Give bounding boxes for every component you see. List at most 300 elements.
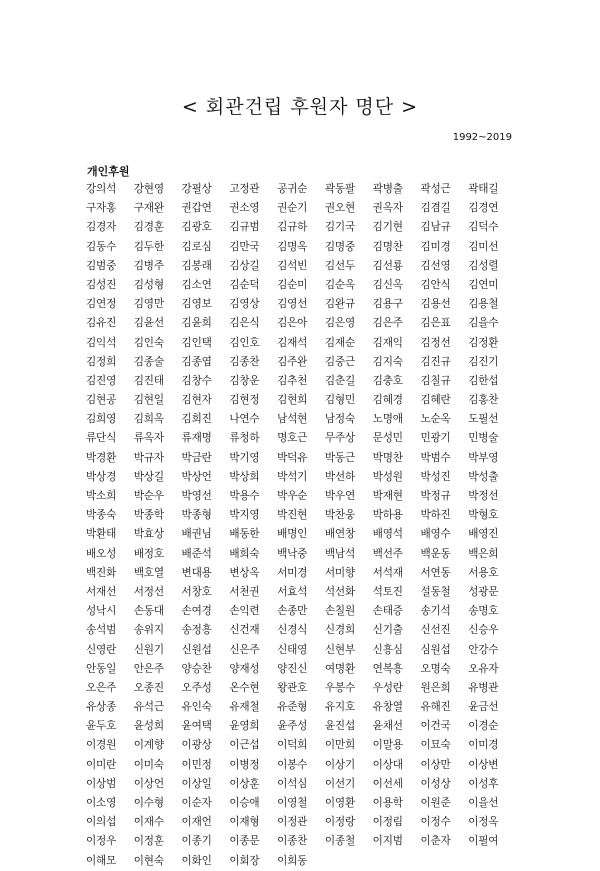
donor-name: 곽병출 — [372, 183, 403, 195]
donor-name: 이성후 — [468, 777, 499, 790]
donor-name: 이묘숙 — [420, 739, 451, 752]
donor-name: 김종엽 — [181, 355, 212, 368]
donor-name: 이성상 — [420, 777, 451, 790]
donor-name: 배영수 — [420, 528, 451, 541]
donor-name: 오종진 — [133, 681, 164, 694]
donor-name: 연복흥 — [372, 662, 403, 675]
donor-name: 이현숙 — [133, 854, 164, 867]
donor-name: 이을선 — [468, 797, 499, 809]
donor-name: 강필상 — [181, 183, 212, 195]
donor-name: 손여경 — [181, 605, 212, 618]
donor-name: 김안식 — [420, 278, 451, 291]
donor-name: 성낙시 — [86, 605, 117, 618]
donor-name: 이석심 — [277, 777, 308, 790]
donor-name: 우봉수 — [324, 681, 355, 694]
donor-name: 이순자 — [181, 797, 212, 809]
donor-name: 박재현 — [372, 490, 403, 502]
donor-name: 김정선 — [420, 336, 451, 349]
donor-name: 김경훈 — [133, 221, 164, 234]
donor-name: 배동한 — [229, 528, 260, 541]
donor-name: 박우연 — [324, 490, 355, 502]
donor-name: 김종찬 — [229, 355, 260, 368]
donor-name: 박성원 — [372, 470, 403, 483]
donor-name: 곽태길 — [468, 183, 499, 195]
donor-name: 안은주 — [133, 662, 164, 675]
donor-name: 원은희 — [420, 681, 451, 694]
donor-name: 손태증 — [372, 605, 403, 618]
donor-name: 김은아 — [277, 317, 308, 330]
donor-name: 오명숙 — [420, 662, 451, 675]
donor-name: 김희진 — [181, 413, 212, 426]
donor-name: 이경순 — [468, 720, 499, 733]
donor-name: 김두한 — [133, 240, 164, 253]
donor-name: 양승찬 — [181, 662, 212, 675]
donor-name: 김영보 — [181, 298, 212, 311]
donor-name: 신원기 — [133, 643, 164, 656]
donor-name: 이해모 — [86, 854, 117, 867]
donor-name: 이말용 — [372, 739, 403, 752]
donor-name: 윤금선 — [468, 701, 499, 714]
donor-name: 이덕희 — [277, 739, 308, 752]
donor-name: 이상기 — [324, 758, 355, 771]
donor-name: 김성렬 — [468, 259, 499, 272]
donor-name: 성광문 — [468, 585, 499, 598]
donor-name: 김병주 — [133, 259, 164, 272]
donor-name: 온수현 — [229, 681, 260, 694]
donor-name: 김범중 — [86, 259, 117, 272]
donor-name: 이의섭 — [86, 816, 117, 829]
donor-name: 이정수 — [420, 816, 451, 829]
donor-name: 민병술 — [468, 432, 499, 445]
donor-name: 신건재 — [229, 624, 260, 637]
donor-name: 박성진 — [420, 470, 451, 483]
donor-name: 김지숙 — [372, 355, 403, 368]
donor-name: 김중근 — [324, 355, 355, 368]
donor-name: 서천권 — [229, 585, 260, 598]
donor-name: 서연동 — [420, 566, 451, 579]
donor-name: 김만국 — [229, 240, 260, 253]
donor-name: 김선영 — [420, 259, 451, 272]
donor-name: 고정관 — [229, 183, 260, 195]
donor-name: 여명환 — [324, 662, 355, 675]
donor-name: 김정환 — [468, 336, 499, 349]
donor-name: 박상길 — [133, 470, 164, 483]
donor-name: 박상언 — [181, 470, 212, 483]
donor-name: 박종학 — [133, 509, 164, 522]
donor-name: 이봉수 — [277, 758, 308, 771]
donor-name: 이소영 — [86, 797, 117, 809]
donor-name: 박효상 — [133, 528, 164, 541]
donor-name: 유해진 — [420, 701, 451, 714]
donor-name: 김현희 — [277, 394, 308, 407]
donor-name: 손동대 — [133, 605, 164, 618]
donor-name: 윤영희 — [229, 720, 260, 733]
donor-name: 변상옥 — [229, 566, 260, 579]
donor-name: 김미경 — [420, 240, 451, 253]
donor-name: 김봉래 — [181, 259, 212, 272]
donor-name: 이병정 — [229, 758, 260, 771]
donor-name: 이정훈 — [133, 835, 164, 848]
donor-name: 윤주성 — [277, 720, 308, 733]
donor-name: 배연창 — [324, 528, 355, 541]
donor-name: 김동수 — [86, 240, 117, 253]
donor-name: 김규하 — [277, 221, 308, 234]
donor-name: 신현부 — [324, 643, 355, 656]
donor-name: 윤여택 — [181, 720, 212, 733]
donor-name: 배정호 — [133, 547, 164, 560]
donor-name: 김순옥 — [324, 278, 355, 291]
donor-name: 이영환 — [324, 797, 355, 809]
donor-name: 김선두 — [324, 259, 355, 272]
donor-name: 박부영 — [468, 451, 499, 464]
donor-name: 이화인 — [181, 854, 212, 867]
donor-name: 이용학 — [372, 797, 403, 809]
donor-name: 김광호 — [181, 221, 212, 234]
donor-name: 김현정 — [229, 394, 260, 407]
donor-name: 변대용 — [181, 566, 212, 579]
donor-name: 배오성 — [86, 547, 117, 560]
donor-name: 김영선 — [277, 298, 308, 311]
donor-name: 김진태 — [133, 374, 164, 387]
donor-name: 김형민 — [324, 394, 355, 407]
donor-name: 왕관호 — [277, 681, 308, 694]
donor-name: 김남규 — [420, 221, 451, 234]
donor-name: 권소영 — [229, 202, 260, 215]
donor-name: 이재수 — [133, 816, 164, 829]
donor-name: 김윤희 — [181, 317, 212, 330]
donor-name: 백낙중 — [277, 547, 308, 560]
donor-name: 곽동팔 — [324, 183, 355, 195]
donor-name: 류옥자 — [133, 432, 164, 445]
donor-name: 이수형 — [133, 797, 164, 809]
donor-name: 박동근 — [324, 451, 355, 464]
donor-name: 윤채선 — [372, 720, 403, 733]
donor-name: 이영철 — [277, 797, 308, 809]
donor-name: 배권님 — [181, 528, 212, 541]
donor-name: 박하용 — [372, 509, 403, 522]
donor-name: 유상종 — [86, 701, 117, 714]
donor-name: 이경원 — [86, 739, 117, 752]
donor-name: 이재언 — [181, 816, 212, 829]
donor-name: 김창운 — [229, 374, 260, 387]
donor-name: 박금란 — [181, 451, 212, 464]
donor-name: 나연수 — [229, 413, 260, 426]
donor-name: 박하진 — [420, 509, 451, 522]
donor-name: 김영만 — [133, 298, 164, 311]
donor-name: 서효석 — [277, 585, 308, 598]
donor-name: 김현자 — [181, 394, 212, 407]
donor-name: 백남석 — [324, 547, 355, 560]
donor-name: 김선룡 — [372, 259, 403, 272]
donor-name: 윤성희 — [133, 720, 164, 733]
donor-name: 신경희 — [324, 624, 355, 637]
donor-name: 김로심 — [181, 240, 212, 253]
donor-name: 박우순 — [277, 490, 308, 502]
donor-name: 서창호 — [181, 585, 212, 598]
donor-name: 이광상 — [181, 739, 212, 752]
donor-name: 김현공 — [86, 394, 117, 407]
donor-name: 송명호 — [468, 605, 499, 618]
donor-name: 곽성근 — [420, 183, 451, 195]
donor-name: 김경연 — [468, 202, 499, 215]
donor-name: 김진기 — [468, 355, 499, 368]
donor-name: 박종형 — [181, 509, 212, 522]
donor-name: 박경환 — [86, 451, 117, 464]
donor-name: 심원섭 — [420, 643, 451, 656]
donor-name: 이민정 — [181, 758, 212, 771]
donor-name: 김인택 — [181, 336, 212, 349]
donor-name: 신원섭 — [181, 643, 212, 656]
donor-name: 박기영 — [229, 451, 260, 464]
donor-name: 김상길 — [229, 259, 260, 272]
donor-name: 김한섭 — [468, 374, 499, 387]
donor-name: 김명찬 — [372, 240, 403, 253]
donor-name: 권옥자 — [372, 202, 403, 215]
donor-name: 이정관 — [277, 816, 308, 829]
donor-name: 이정우 — [86, 835, 117, 848]
donor-name: 이정림 — [372, 816, 403, 829]
donor-name: 김을수 — [468, 317, 499, 330]
donor-name: 송정흥 — [181, 624, 212, 637]
donor-name: 남정숙 — [324, 413, 355, 426]
donor-name: 이상변 — [468, 758, 499, 771]
donor-name: 서미경 — [277, 566, 308, 579]
donor-name: 송석범 — [86, 624, 117, 637]
donor-name: 권순기 — [277, 202, 308, 215]
year-range: 1992~2019 — [452, 132, 512, 143]
donor-name: 민광기 — [420, 432, 451, 445]
donor-name: 박상희 — [229, 470, 260, 483]
donor-name: 김유진 — [86, 317, 117, 330]
donor-name: 이지범 — [372, 835, 403, 848]
donor-name: 김재순 — [324, 336, 355, 349]
donor-name: 박상경 — [86, 470, 117, 483]
donor-name: 김미선 — [468, 240, 499, 253]
donor-name: 이춘자 — [420, 835, 451, 848]
donor-name: 신선진 — [420, 624, 451, 637]
donor-name: 박찬웅 — [324, 509, 355, 522]
donor-name: 박소희 — [86, 490, 117, 502]
donor-name: 이종기 — [181, 835, 212, 848]
donor-name: 김완규 — [324, 298, 355, 311]
donor-name: 김인호 — [229, 336, 260, 349]
donor-name: 김은표 — [420, 317, 451, 330]
donor-name: 김칠규 — [420, 374, 451, 387]
donor-name: 우성란 — [372, 681, 403, 694]
donor-name: 김은식 — [229, 317, 260, 330]
donor-name: 김영상 — [229, 298, 260, 311]
donor-name: 무주상 — [324, 432, 355, 445]
donor-name: 신기출 — [372, 624, 403, 637]
donor-name: 석선화 — [324, 585, 355, 598]
donor-name: 안동일 — [86, 662, 117, 675]
donor-name: 이필여 — [468, 835, 499, 848]
donor-name: 박덕유 — [277, 451, 308, 464]
donor-name: 김정희 — [86, 355, 117, 368]
donor-name: 공귀순 — [277, 183, 308, 195]
donor-name: 이상범 — [86, 777, 117, 790]
donor-name: 김용구 — [372, 298, 403, 311]
donor-name: 배영석 — [372, 528, 403, 541]
donor-name: 서석재 — [372, 566, 403, 579]
donor-name: 윤진섭 — [324, 720, 355, 733]
donor-name: 김성진 — [86, 278, 117, 291]
donor-name: 김순덕 — [229, 278, 260, 291]
donor-name: 이정옥 — [468, 816, 499, 829]
donor-name: 김종술 — [133, 355, 164, 368]
donor-name: 오은주 — [86, 681, 117, 694]
donor-name: 이미숙 — [133, 758, 164, 771]
donor-name: 유지호 — [324, 701, 355, 714]
donor-name: 이상훈 — [229, 777, 260, 790]
donor-name: 명호근 — [277, 432, 308, 445]
donor-name: 문성민 — [372, 432, 403, 445]
donor-name: 류재명 — [181, 432, 212, 445]
donor-name: 배영진 — [468, 528, 499, 541]
donor-name: 유인숙 — [181, 701, 212, 714]
donor-name: 이원준 — [420, 797, 451, 809]
donor-name: 김연미 — [468, 278, 499, 291]
donor-name: 김명중 — [324, 240, 355, 253]
donor-name: 박선하 — [324, 470, 355, 483]
donor-name: 양재성 — [229, 662, 260, 675]
donor-name: 오주성 — [181, 681, 212, 694]
donor-name: 유석근 — [133, 701, 164, 714]
donor-name: 손칠원 — [324, 605, 355, 618]
section-title: 개인후원 — [87, 165, 130, 178]
donor-name: 이종철 — [324, 835, 355, 848]
donor-name: 서미향 — [324, 566, 355, 579]
donor-name: 이근섭 — [229, 739, 260, 752]
donor-name: 이건국 — [420, 720, 451, 733]
donor-name: 유재철 — [229, 701, 260, 714]
donor-name: 김희영 — [86, 413, 117, 426]
donor-name: 류단식 — [86, 432, 117, 445]
donor-name: 이종문 — [229, 835, 260, 848]
donor-name: 신승우 — [468, 624, 499, 637]
donor-name: 김소연 — [181, 278, 212, 291]
donor-name: 이미란 — [86, 758, 117, 771]
donor-name: 신태영 — [277, 643, 308, 656]
donor-name: 송기석 — [420, 605, 451, 618]
donor-name: 김신옥 — [372, 278, 403, 291]
donor-name: 김기국 — [324, 221, 355, 234]
donor-name: 김은주 — [372, 317, 403, 330]
donor-name: 백호열 — [133, 566, 164, 579]
donor-name: 이재형 — [229, 816, 260, 829]
donor-name: 강현영 — [133, 183, 164, 195]
donor-name: 김용철 — [468, 298, 499, 311]
donor-name: 김혜란 — [420, 394, 451, 407]
donor-name: 김석빈 — [277, 259, 308, 272]
donor-name: 김진규 — [420, 355, 451, 368]
donor-name-list — [86, 180, 516, 871]
donor-name: 이계향 — [133, 739, 164, 752]
donor-name: 노순옥 — [420, 413, 451, 426]
donor-name: 이선기 — [324, 777, 355, 790]
donor-name: 백진화 — [86, 566, 117, 579]
donor-name: 권갑연 — [181, 202, 212, 215]
donor-name: 도필선 — [468, 413, 499, 426]
donor-name: 박범수 — [420, 451, 451, 464]
donor-name: 류청하 — [229, 432, 260, 445]
donor-name: 박규자 — [133, 451, 164, 464]
donor-name: 설동철 — [420, 585, 451, 598]
donor-name: 구자홍 — [86, 202, 117, 215]
donor-name: 오유자 — [468, 662, 499, 675]
donor-name: 백선주 — [372, 547, 403, 560]
donor-name: 양진신 — [277, 662, 308, 675]
donor-name: 박순우 — [133, 490, 164, 502]
donor-name: 이상대 — [372, 758, 403, 771]
donor-name: 박종숙 — [86, 509, 117, 522]
donor-name: 김연정 — [86, 298, 117, 311]
donor-name: 김윤선 — [133, 317, 164, 330]
donor-name: 김겸길 — [420, 202, 451, 215]
donor-name: 김순미 — [277, 278, 308, 291]
donor-name: 김규범 — [229, 221, 260, 234]
donor-name: 신흥심 — [372, 643, 403, 656]
donor-name: 서재선 — [86, 585, 117, 598]
donor-name: 김창수 — [181, 374, 212, 387]
donor-name: 박용수 — [229, 490, 260, 502]
donor-name: 배희숙 — [229, 547, 260, 560]
donor-name: 박석기 — [277, 470, 308, 483]
page-title: < 회관건립 후원자 명단 > — [181, 96, 419, 118]
donor-name: 김충호 — [372, 374, 403, 387]
donor-name: 이종찬 — [277, 835, 308, 848]
donor-name: 김주완 — [277, 355, 308, 368]
donor-name: 김성형 — [133, 278, 164, 291]
donor-name: 김혜경 — [372, 394, 403, 407]
donor-name: 이선세 — [372, 777, 403, 790]
donor-name: 배준석 — [181, 547, 212, 560]
donor-name: 박형호 — [468, 509, 499, 522]
donor-name: 유준형 — [277, 701, 308, 714]
donor-name: 신은주 — [229, 643, 260, 656]
donor-name: 석토진 — [372, 585, 403, 598]
donor-name: 노명애 — [372, 413, 403, 426]
donor-name: 김인숙 — [133, 336, 164, 349]
donor-name: 박환태 — [86, 528, 117, 541]
donor-name: 김경자 — [86, 221, 117, 234]
donor-name: 김익석 — [86, 336, 117, 349]
donor-name: 박성출 — [468, 470, 499, 483]
donor-name: 박명찬 — [372, 451, 403, 464]
donor-name: 박진현 — [277, 509, 308, 522]
donor-name: 백운동 — [420, 547, 451, 560]
donor-name: 김용선 — [420, 298, 451, 311]
donor-name: 손익련 — [229, 605, 260, 618]
donor-name: 윤두호 — [86, 720, 117, 733]
donor-name: 김진영 — [86, 374, 117, 387]
donor-name: 이만희 — [324, 739, 355, 752]
donor-name: 구재완 — [133, 202, 164, 215]
donor-name: 박지영 — [229, 509, 260, 522]
donor-name: 김명옥 — [277, 240, 308, 253]
donor-name: 배명인 — [277, 528, 308, 541]
donor-name: 서정선 — [133, 585, 164, 598]
donor-name: 박정선 — [468, 490, 499, 502]
donor-name: 유병관 — [468, 681, 499, 694]
donor-name: 박영선 — [181, 490, 212, 502]
donor-name: 안강수 — [468, 643, 499, 656]
donor-name: 남석현 — [277, 413, 308, 426]
donor-name: 박정규 — [420, 490, 451, 502]
donor-name: 김희옥 — [133, 413, 164, 426]
donor-name: 이미경 — [468, 739, 499, 752]
donor-name: 신영란 — [86, 643, 117, 656]
